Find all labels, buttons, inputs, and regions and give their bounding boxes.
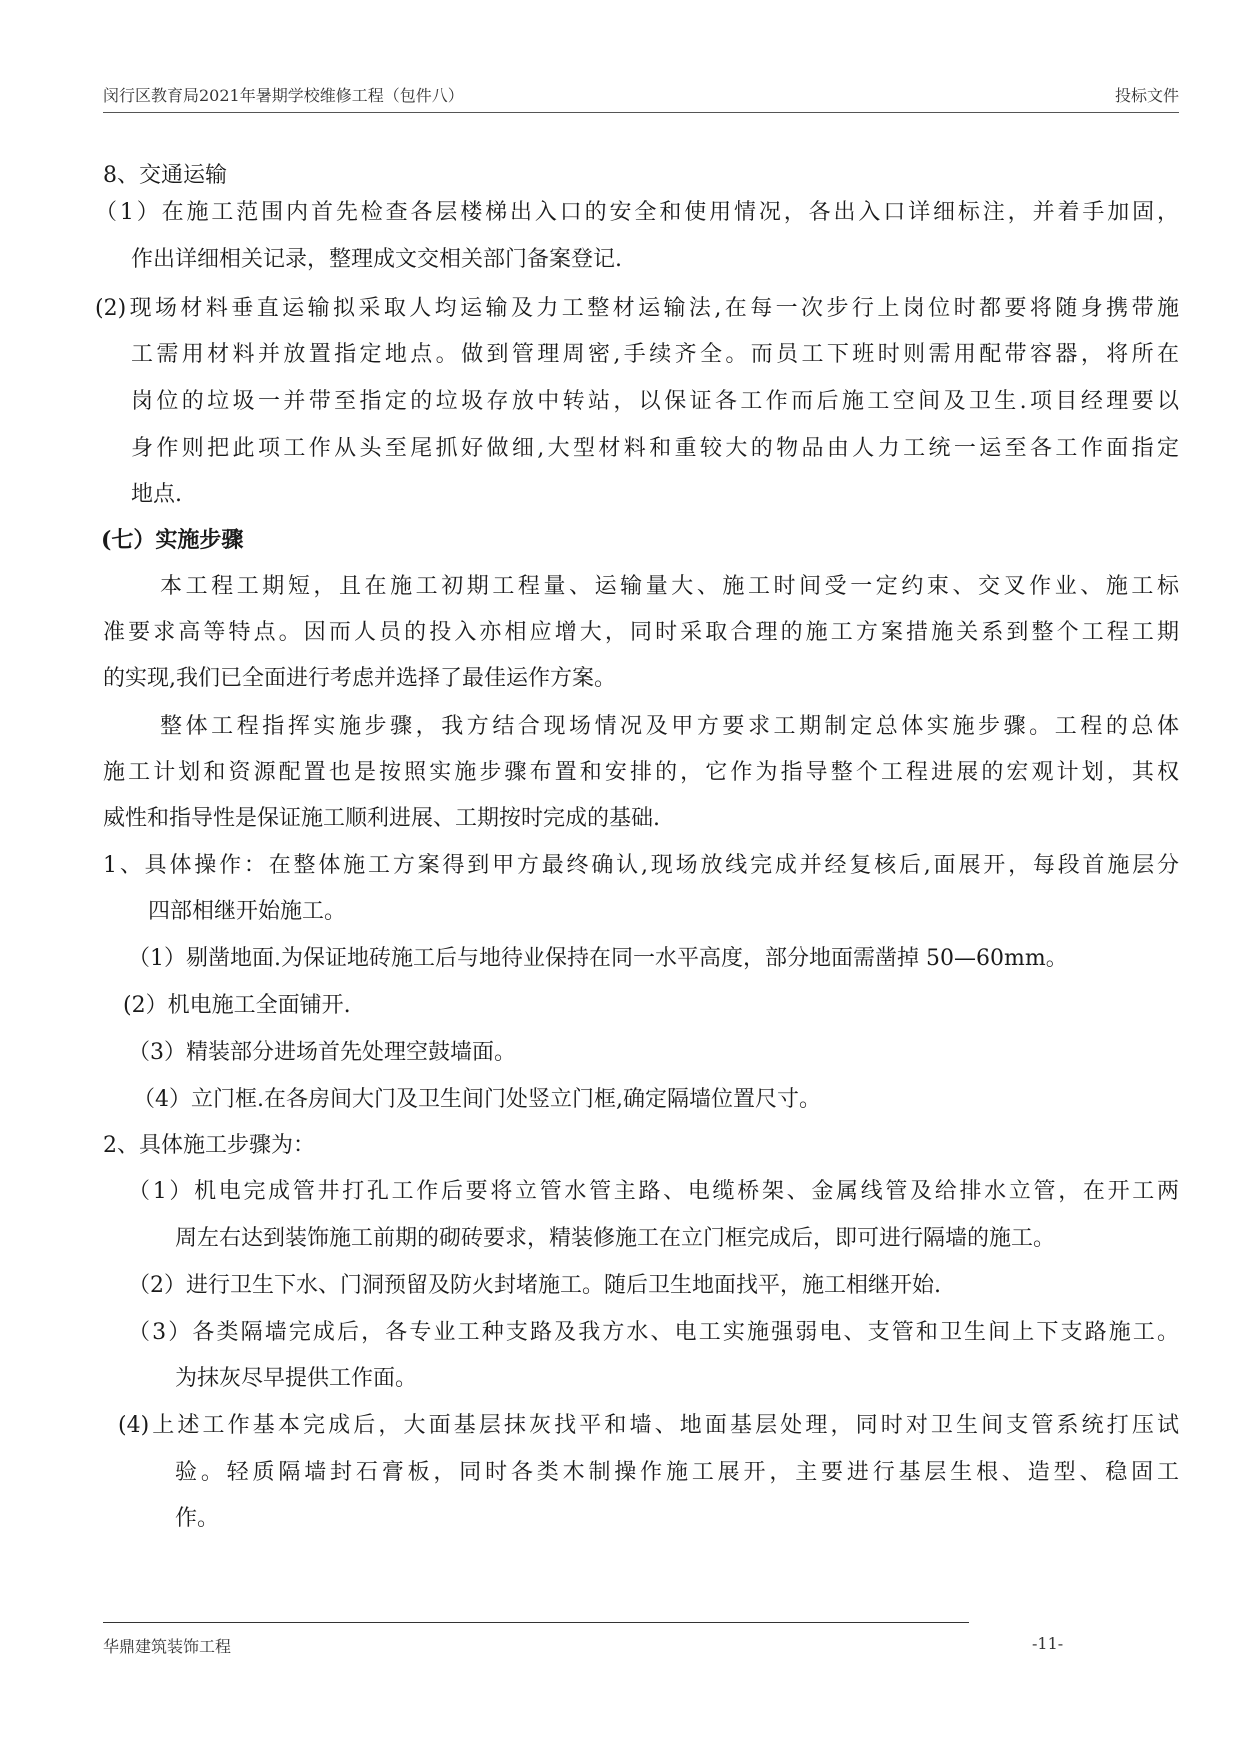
paragraph-line: 整体工程指挥实施步骤，我方结合现场情况及甲方要求工期制定总体实施步骤。工程的总体	[160, 714, 1179, 739]
paragraph-line: 岗位的垃圾一并带至指定的垃圾存放中转站，以保证各工作而后施工空间及卫生.项目经理要以	[131, 389, 1179, 414]
paragraph-line: 准要求高等特点。因而人员的投入亦相应增大，同时采取合理的施工方案措施关系到整个工程工期	[103, 620, 1179, 645]
paragraph-line: 工需用材料并放置指定地点。做到管理周密,手续齐全。而员工下班时则需用配带容器，将所在	[131, 342, 1179, 367]
paragraph-line: 验。轻质隔墙封石膏板，同时各类木制操作施工展开，主要进行基层生根、造型、稳固工	[175, 1460, 1179, 1485]
page-number: -11-	[1032, 1634, 1064, 1653]
list-item: （4）立门框.在各房间大门及卫生间门处竖立门框,确定隔墙位置尺寸。	[133, 1087, 821, 1112]
paragraph-line: 1、具体操作：在整体施工方案得到甲方最终确认,现场放线完成并经复核后,面展开，每段首施层分	[103, 853, 1179, 878]
paragraph-line: 作。	[175, 1506, 220, 1531]
paragraph-line: 四部相继开始施工。	[148, 899, 347, 924]
header-doc-type: 投标文件	[1114, 86, 1179, 105]
section-heading-transport: 8、交通运输	[103, 163, 227, 188]
paragraph-line: 为抹灰尽早提供工作面。	[175, 1366, 418, 1391]
section-heading-steps: (七）实施步骤	[101, 527, 244, 553]
list-item: （3）各类隔墙完成后，各专业工种支路及我方水、电工实施强弱电、支管和卫生间上下支路施工。	[128, 1320, 1179, 1345]
list-item: （2）进行卫生下水、门洞预留及防火封堵施工。随后卫生地面找平，施工相继开始.	[128, 1273, 941, 1298]
list-item: （3）精装部分进场首先处理空鼓墙面。	[128, 1040, 516, 1065]
paragraph-line: 2、具体施工步骤为：	[103, 1133, 315, 1158]
paragraph-line: 周左右达到装饰施工前期的砌砖要求，精装修施工在立门框完成后，即可进行隔墙的施工。	[175, 1226, 1056, 1251]
page-header	[103, 82, 1179, 113]
paragraph-line: 身作则把此项工作从头至尾抓好做细,大型材料和重较大的物品由人力工统一运至各工作面指定	[131, 436, 1179, 461]
footer-divider	[103, 1622, 969, 1623]
paragraph-line: 本工程工期短，且在施工初期工程量、运输量大、施工时间受一定约束、交叉作业、施工标	[160, 574, 1179, 599]
paragraph-line: (2)现场材料垂直运输拟采取人均运输及力工整材运输法,在每一次步行上岗位时都要将随身携带施	[95, 296, 1179, 321]
paragraph-line: 威性和指导性是保证施工顺利进展、工期按时完成的基础.	[103, 806, 660, 831]
list-item: (4)上述工作基本完成后，大面基层抹灰找平和墙、地面基层处理，同时对卫生间支管系统打压试	[118, 1413, 1179, 1438]
paragraph-line: （1）在施工范围内首先检查各层楼梯出入口的安全和使用情况，各出入口详细标注，并着手加固，	[95, 200, 1179, 225]
paragraph-line: 施工计划和资源配置也是按照实施步骤布置和安排的，它作为指导整个工程进展的宏观计划，其权	[103, 760, 1179, 785]
paragraph-line: 作出详细相关记录，整理成文交相关部门备案登记.	[131, 247, 622, 272]
header-title: 闵行区教育局2021年暑期学校维修工程（包件八）	[103, 86, 464, 105]
footer-company: 华鼎建筑装饰工程	[103, 1637, 232, 1656]
paragraph-line: 地点.	[131, 482, 182, 507]
list-item: （1）机电完成管井打孔工作后要将立管水管主路、电缆桥架、金属线管及给排水立管，在开工两	[128, 1179, 1179, 1204]
paragraph-line: 的实现,我们已全面进行考虑并选择了最佳运作方案。	[103, 666, 616, 691]
list-item: （1）剔凿地面.为保证地砖施工后与地待业保持在同一水平高度，部分地面需凿掉 50—60mm。	[128, 946, 1068, 971]
list-item: (2）机电施工全面铺开.	[123, 993, 351, 1018]
